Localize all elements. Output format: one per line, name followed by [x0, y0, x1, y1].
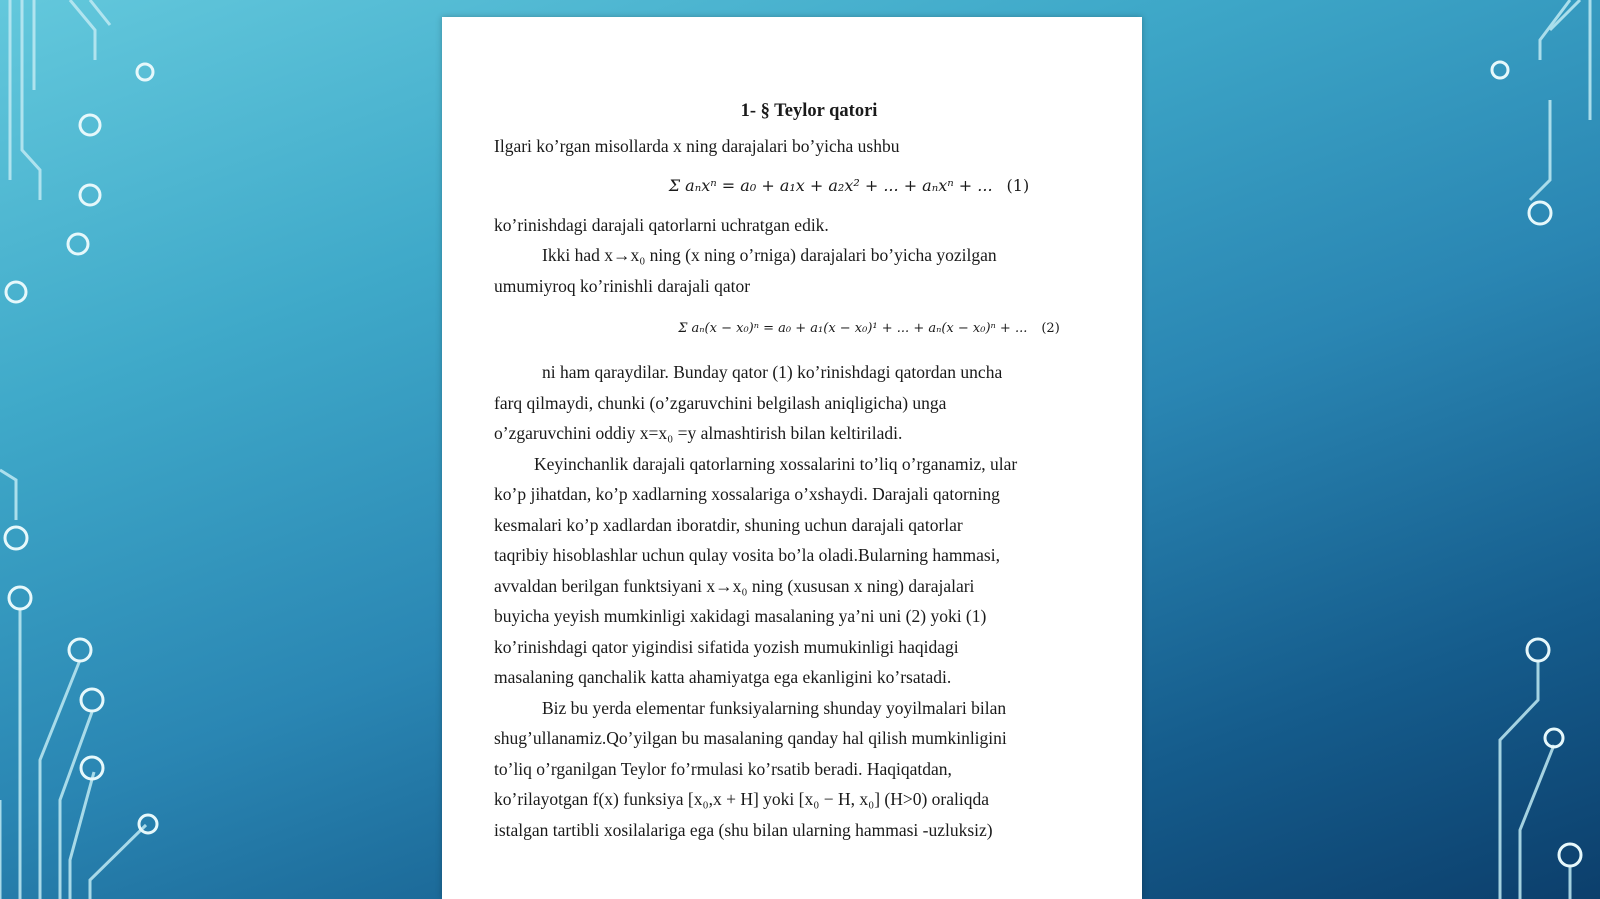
text-line: Keyinchanlik darajali qatorlarning xossalarini to’liq o’rganamiz, ular — [534, 453, 1018, 474]
formula-1-expression: Σ aₙxⁿ = a₀ + a₁x + a₂x² + ... + aₙxⁿ + ... — [668, 175, 993, 195]
page-title: 1- § Teylor qatori — [740, 101, 878, 121]
text-line: Ilgari ko’rgan misollarda x ning darajalari bo’yicha ushbu — [494, 136, 900, 156]
document-page — [442, 17, 1142, 899]
text-line: istalgan tartibli xosilalariga ega (shu bilan ularning hammasi -uzluksiz) — [494, 819, 993, 840]
text-line: ko’rilayotgan f(x) funksiya [x₀,x + H] yoki [x₀ − H, x₀] (H>0) oraliqda — [494, 789, 990, 809]
equation-number-2: (2) — [1041, 321, 1060, 336]
text-line: ko’rinishdagi qator yigindisi sifatida yozish mumukinligi haqidagi — [494, 636, 959, 657]
circuit-decoration-right — [1430, 0, 1600, 899]
text-line: masalaning qanchalik katta ahamiyatga ega ekanligini ko’rsatadi. — [494, 667, 952, 687]
text-line: o’zgaruvchini oddiy x=x₀ =y almashtirish bilan keltiriladi. — [494, 423, 903, 443]
text-line: to’liq o’rganilgan Teylor fo’rmulasi ko’rsatib beradi. Haqiqatdan, — [494, 758, 952, 779]
text-line: Ikki had x→x₀ ning (x ning o’rniga) darajalari bo’yicha yozilgan — [542, 245, 997, 265]
circuit-decoration-left — [0, 0, 170, 899]
text-line: kesmalari ko’p xadlardan iboratdir, shuning uchun darajali qatorlar — [494, 514, 963, 535]
text-line: ni ham qaraydilar. Bunday qator (1) ko’rinishdagi qatordan uncha — [542, 362, 1003, 382]
formula-1 — [494, 162, 1124, 210]
text-line: buyicha yeyish mumkinligi xakidagi masalaning ya’ni uni (2) yoki (1) — [494, 606, 987, 626]
formula-2-expression: Σ aₙ(x − x₀)ⁿ = a₀ + a₁(x − x₀)¹ + ... + aₙ(x − x₀)ⁿ + ... — [678, 321, 1028, 336]
text-line: ko’p jihatdan, ko’p xadlarning xossalariga o’xshaydi. Darajali qatorning — [494, 484, 1000, 504]
formula-2 — [494, 301, 1124, 357]
text-line: ko’rinishdagi darajali qatorlarni uchratgan edik. — [494, 214, 829, 235]
text-line: shug’ullanamiz.Qo’yilgan bu masalaning qanday hal qilish mumkinligini — [494, 728, 1007, 748]
text-line: taqribiy hisoblashlar uchun qulay vosita bo’la oladi.Bularning hammasi, — [494, 545, 1000, 565]
text-line: umumiyroq ko’rinishli darajali qator — [494, 275, 751, 296]
document-body — [494, 101, 1124, 845]
text-line: farq qilmaydi, chunki (o’zgaruvchini belgilash aniqligicha) unga — [494, 392, 947, 413]
text-line: avvaldan berilgan funktsiyani x→x₀ ning (xususan x ning) darajalari — [494, 575, 975, 596]
text-line: Biz bu yerda elementar funksiyalarning shunday yoyilmalari bilan — [542, 697, 1007, 718]
equation-number-1: (1) — [1006, 175, 1030, 195]
